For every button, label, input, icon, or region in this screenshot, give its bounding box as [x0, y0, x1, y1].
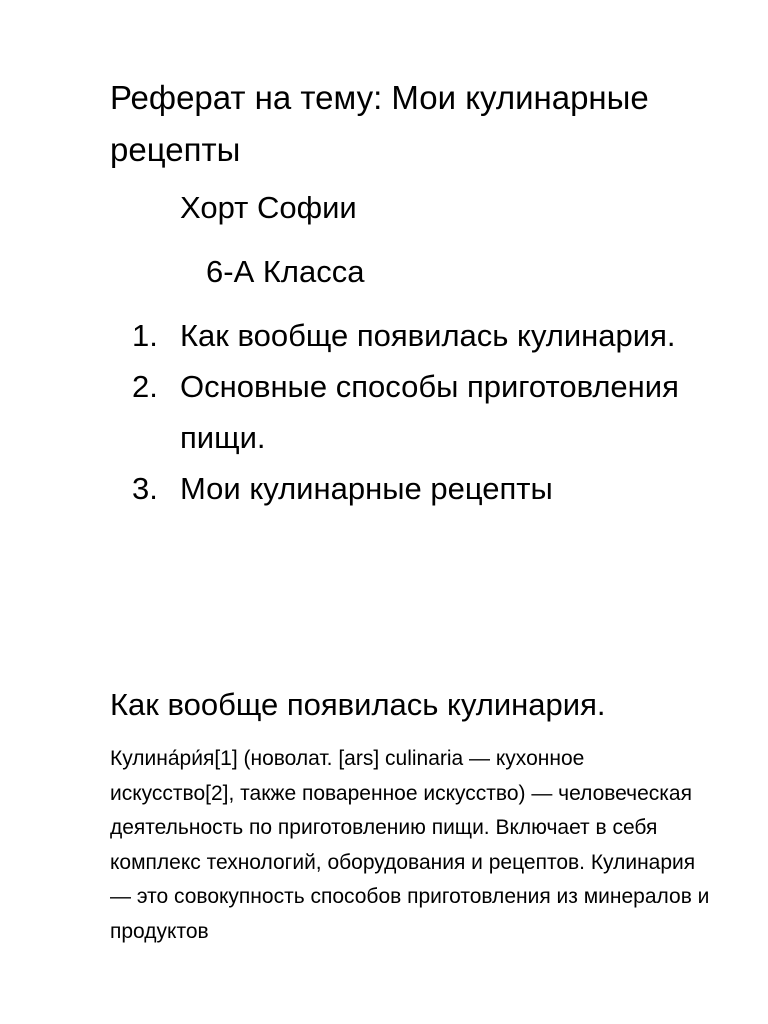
- toc-item-number: 1.: [132, 318, 158, 353]
- toc-item-text: Как вообще появилась кулинария.: [180, 318, 676, 353]
- toc-item-text: Основные способы приготовления пищи.: [180, 369, 679, 455]
- toc-item-text: Мои кулинарные рецепты: [180, 471, 553, 506]
- toc-item-number: 3.: [132, 471, 158, 506]
- grade-label: 6-А Класса: [206, 254, 365, 289]
- document-title: Реферат на тему: Мои кулинарные рецепты: [110, 79, 649, 168]
- author-name: Хорт Софии: [180, 190, 357, 225]
- section-heading: Как вообще появилась кулинария.: [110, 687, 606, 722]
- toc-item: [110, 463, 710, 514]
- table-of-contents: [110, 310, 710, 514]
- toc-item-number: 2.: [132, 369, 158, 404]
- section-body-text: Кулина́ри́я[1] (новолат. [ars] culinaria — кухонное искусство[2], также поваренное искусство) — человеческая деятельность по приготовлению пищи. Включает в себя комплекс технологий, оборудования и рецептов. Кулинария — это совокупность способов приготовления из минералов и продуктов: [110, 747, 710, 943]
- toc-item: [110, 310, 710, 361]
- toc-item: [110, 361, 710, 463]
